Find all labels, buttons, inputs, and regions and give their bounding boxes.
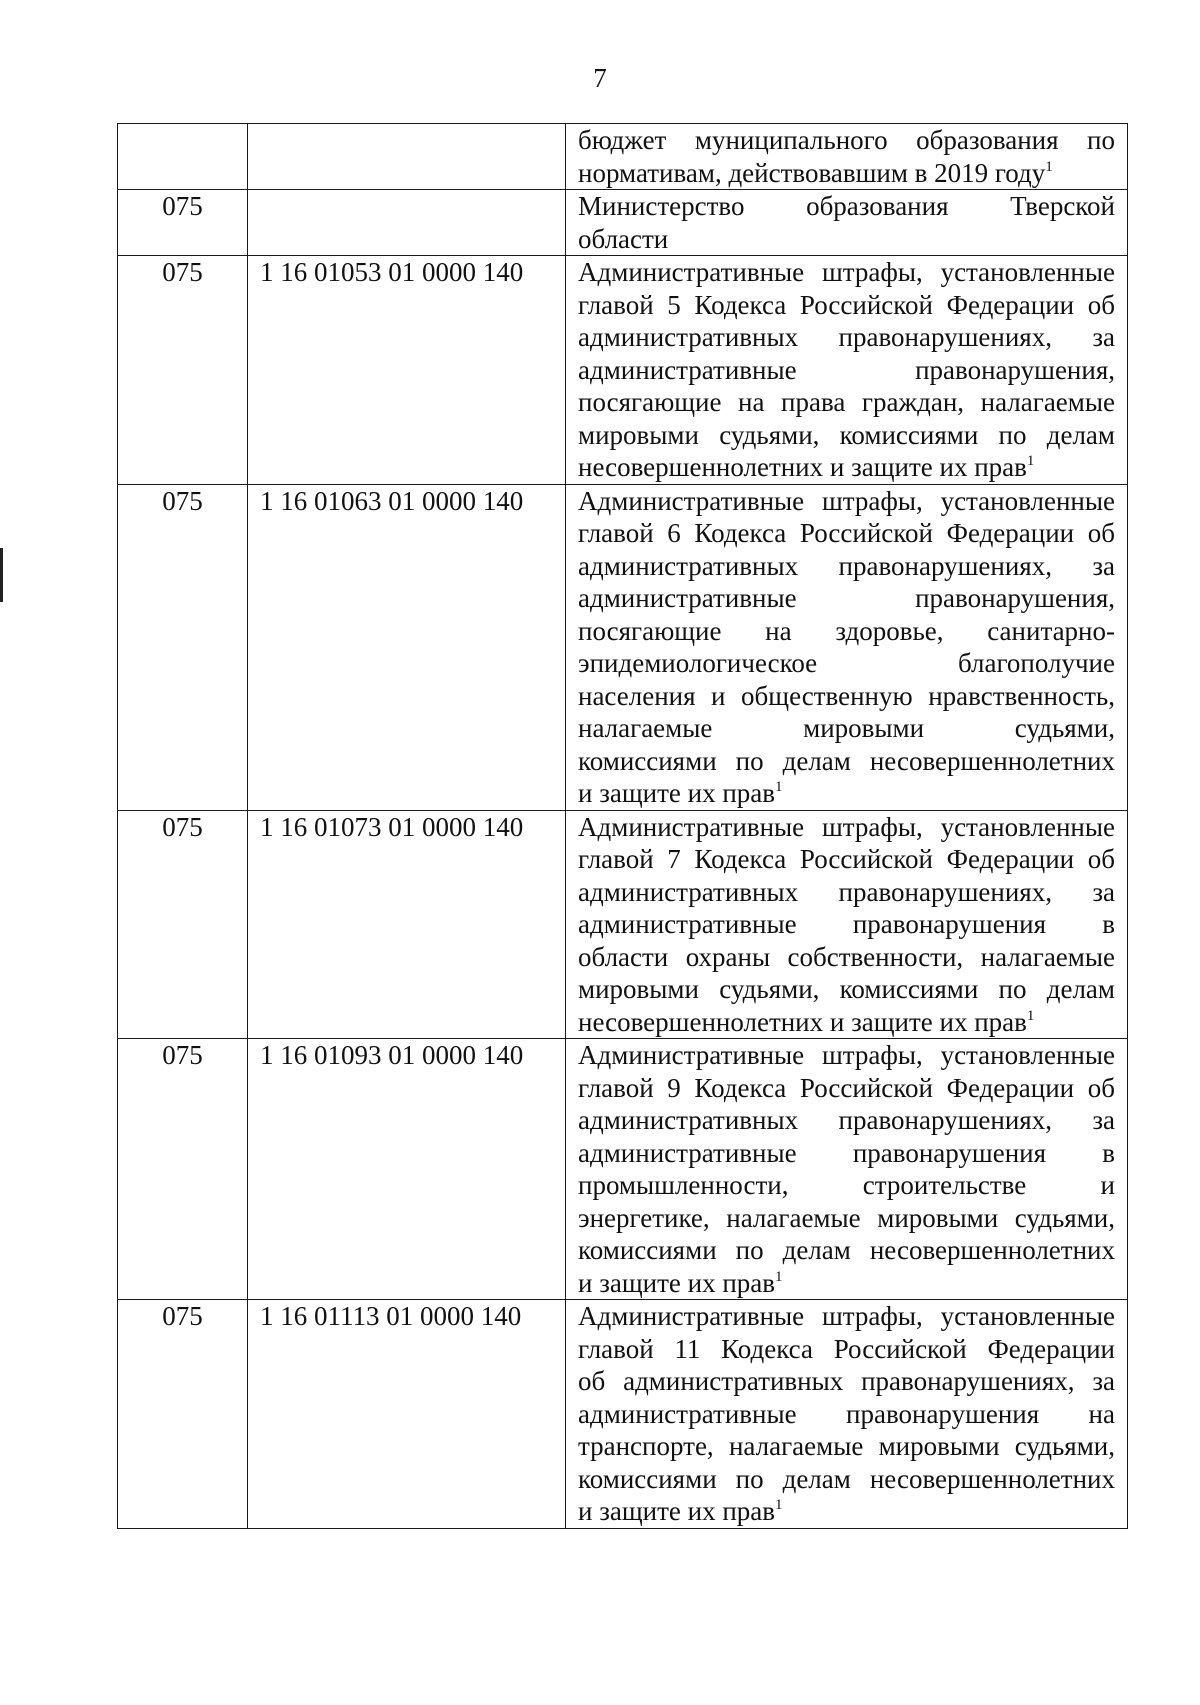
description-cell [566, 256, 1128, 485]
description-line: главой 7 Кодекса Российской Федерации об [578, 844, 1115, 874]
description-line: административных правонарушениях, за [578, 1105, 1115, 1135]
admin-code-cell: 075 [118, 1300, 248, 1529]
description-line: административные правонарушения в [578, 909, 1115, 939]
admin-code-cell: 075 [118, 1039, 248, 1300]
table-row [118, 256, 1128, 485]
footnote-mark: 1 [775, 1497, 783, 1513]
admin-code-cell [118, 124, 248, 190]
description-line: мировыми судьями, комиссиями по делам [578, 974, 1115, 1004]
description-line: Административные штрафы, установленные [578, 485, 1115, 516]
budget-code-cell: 1 16 01113 01 0000 140 [248, 1300, 566, 1529]
description-cell [566, 124, 1128, 190]
description-line: налагаемые мировыми судьями, [578, 713, 1115, 743]
budget-code-cell: 1 16 01093 01 0000 140 [248, 1039, 566, 1300]
description-line: и защите их прав$^1$ [578, 1267, 783, 1298]
budget-code-cell: 1 16 01073 01 0000 140 [248, 810, 566, 1039]
description-line: несовершеннолетних и защите их прав$^1$ [578, 452, 1035, 482]
description-line: Административные штрафы, установленные [578, 257, 1115, 287]
description-line: об административных правонарушениях, за [578, 1366, 1115, 1396]
description-line: области [578, 223, 669, 254]
description-line: нормативам, действовавшим в 2019 году$^1$ [578, 157, 1053, 188]
description-cell [566, 1300, 1128, 1529]
description-line: населения и общественную нравственность, [578, 680, 1115, 711]
description-line: транспорте, налагаемые мировыми судьями, [578, 1431, 1115, 1461]
table-row [118, 124, 1128, 190]
admin-code-cell: 075 [118, 484, 248, 810]
description-line: комиссиями по делам несовершеннолетних [578, 1235, 1115, 1265]
table-row [118, 484, 1128, 810]
description-line: главой 5 Кодекса Российской Федерации об [578, 289, 1115, 320]
budget-code-cell: 1 16 01063 01 0000 140 [248, 484, 566, 810]
description-line: комиссиями по делам несовершеннолетних [578, 1463, 1115, 1494]
description-line: эпидемиологическое благополучие [578, 648, 1115, 678]
table-row [118, 810, 1128, 1039]
description-line: и защите их прав$^1$ [578, 778, 783, 808]
admin-code-cell: 075 [118, 810, 248, 1039]
description-line: области охраны собственности, налагаемые [578, 941, 1115, 972]
description-line: несовершеннолетних и защите их прав$^1$ [578, 1006, 1035, 1037]
description-line: главой 6 Кодекса Российской Федерации об [578, 518, 1115, 548]
description-line: административные правонарушения на [578, 1398, 1115, 1429]
description-line: административные правонарушения, [578, 583, 1115, 613]
page-number: 7 [593, 63, 607, 93]
table-row [118, 190, 1128, 256]
footnote-mark: 1 [1026, 1007, 1035, 1024]
table-row [118, 1039, 1128, 1300]
scan-edge-mark [0, 548, 3, 602]
budget-code-cell [248, 190, 566, 256]
footnote-mark: 1 [775, 1268, 783, 1285]
description-line: Административные штрафы, установленные [578, 811, 1115, 842]
description-line: главой 11 Кодекса Российской Федерации [578, 1333, 1115, 1364]
admin-code-cell: 075 [118, 256, 248, 485]
budget-code-cell: 1 16 01053 01 0000 140 [248, 256, 566, 485]
description-cell [566, 1039, 1128, 1300]
footnote-mark: 1 [1026, 453, 1035, 469]
description-line: административных правонарушениях, за [578, 550, 1115, 581]
revenue-classification-table [117, 123, 1128, 1529]
description-line: главой 9 Кодекса Российской Федерации об [578, 1072, 1115, 1103]
description-line: Административные штрафы, установленные [578, 1301, 1115, 1331]
description-line: Административные штрафы, установленные [578, 1040, 1115, 1070]
description-cell [566, 484, 1128, 810]
description-cell [566, 810, 1128, 1039]
budget-code-cell [248, 124, 566, 190]
description-line: промышленности, строительстве и [578, 1170, 1115, 1200]
description-line: административных правонарушениях, за [578, 876, 1115, 907]
footnote-mark: 1 [775, 779, 783, 795]
description-cell [566, 190, 1128, 256]
description-line: энергетике, налагаемые мировыми судьями, [578, 1202, 1115, 1233]
admin-code-cell: 075 [118, 190, 248, 256]
description-line: административные правонарушения в [578, 1137, 1115, 1168]
footnote-mark: 1 [1045, 158, 1053, 175]
description-line: и защите их прав$^1$ [578, 1496, 783, 1526]
description-line: посягающие на права граждан, налагаемые [578, 387, 1115, 417]
table-row [118, 1300, 1128, 1529]
description-line: административных правонарушениях, за [578, 322, 1115, 352]
table-body [118, 124, 1128, 1529]
description-line: комиссиями по делам несовершеннолетних [578, 745, 1115, 776]
description-line: бюджет муниципального образования по [578, 125, 1115, 155]
description-line: административные правонарушения, [578, 354, 1115, 385]
description-line: Министерство образования Тверской [578, 191, 1115, 221]
description-line: посягающие на здоровье, санитарно- [578, 615, 1115, 646]
description-line: мировыми судьями, комиссиями по делам [578, 419, 1115, 450]
